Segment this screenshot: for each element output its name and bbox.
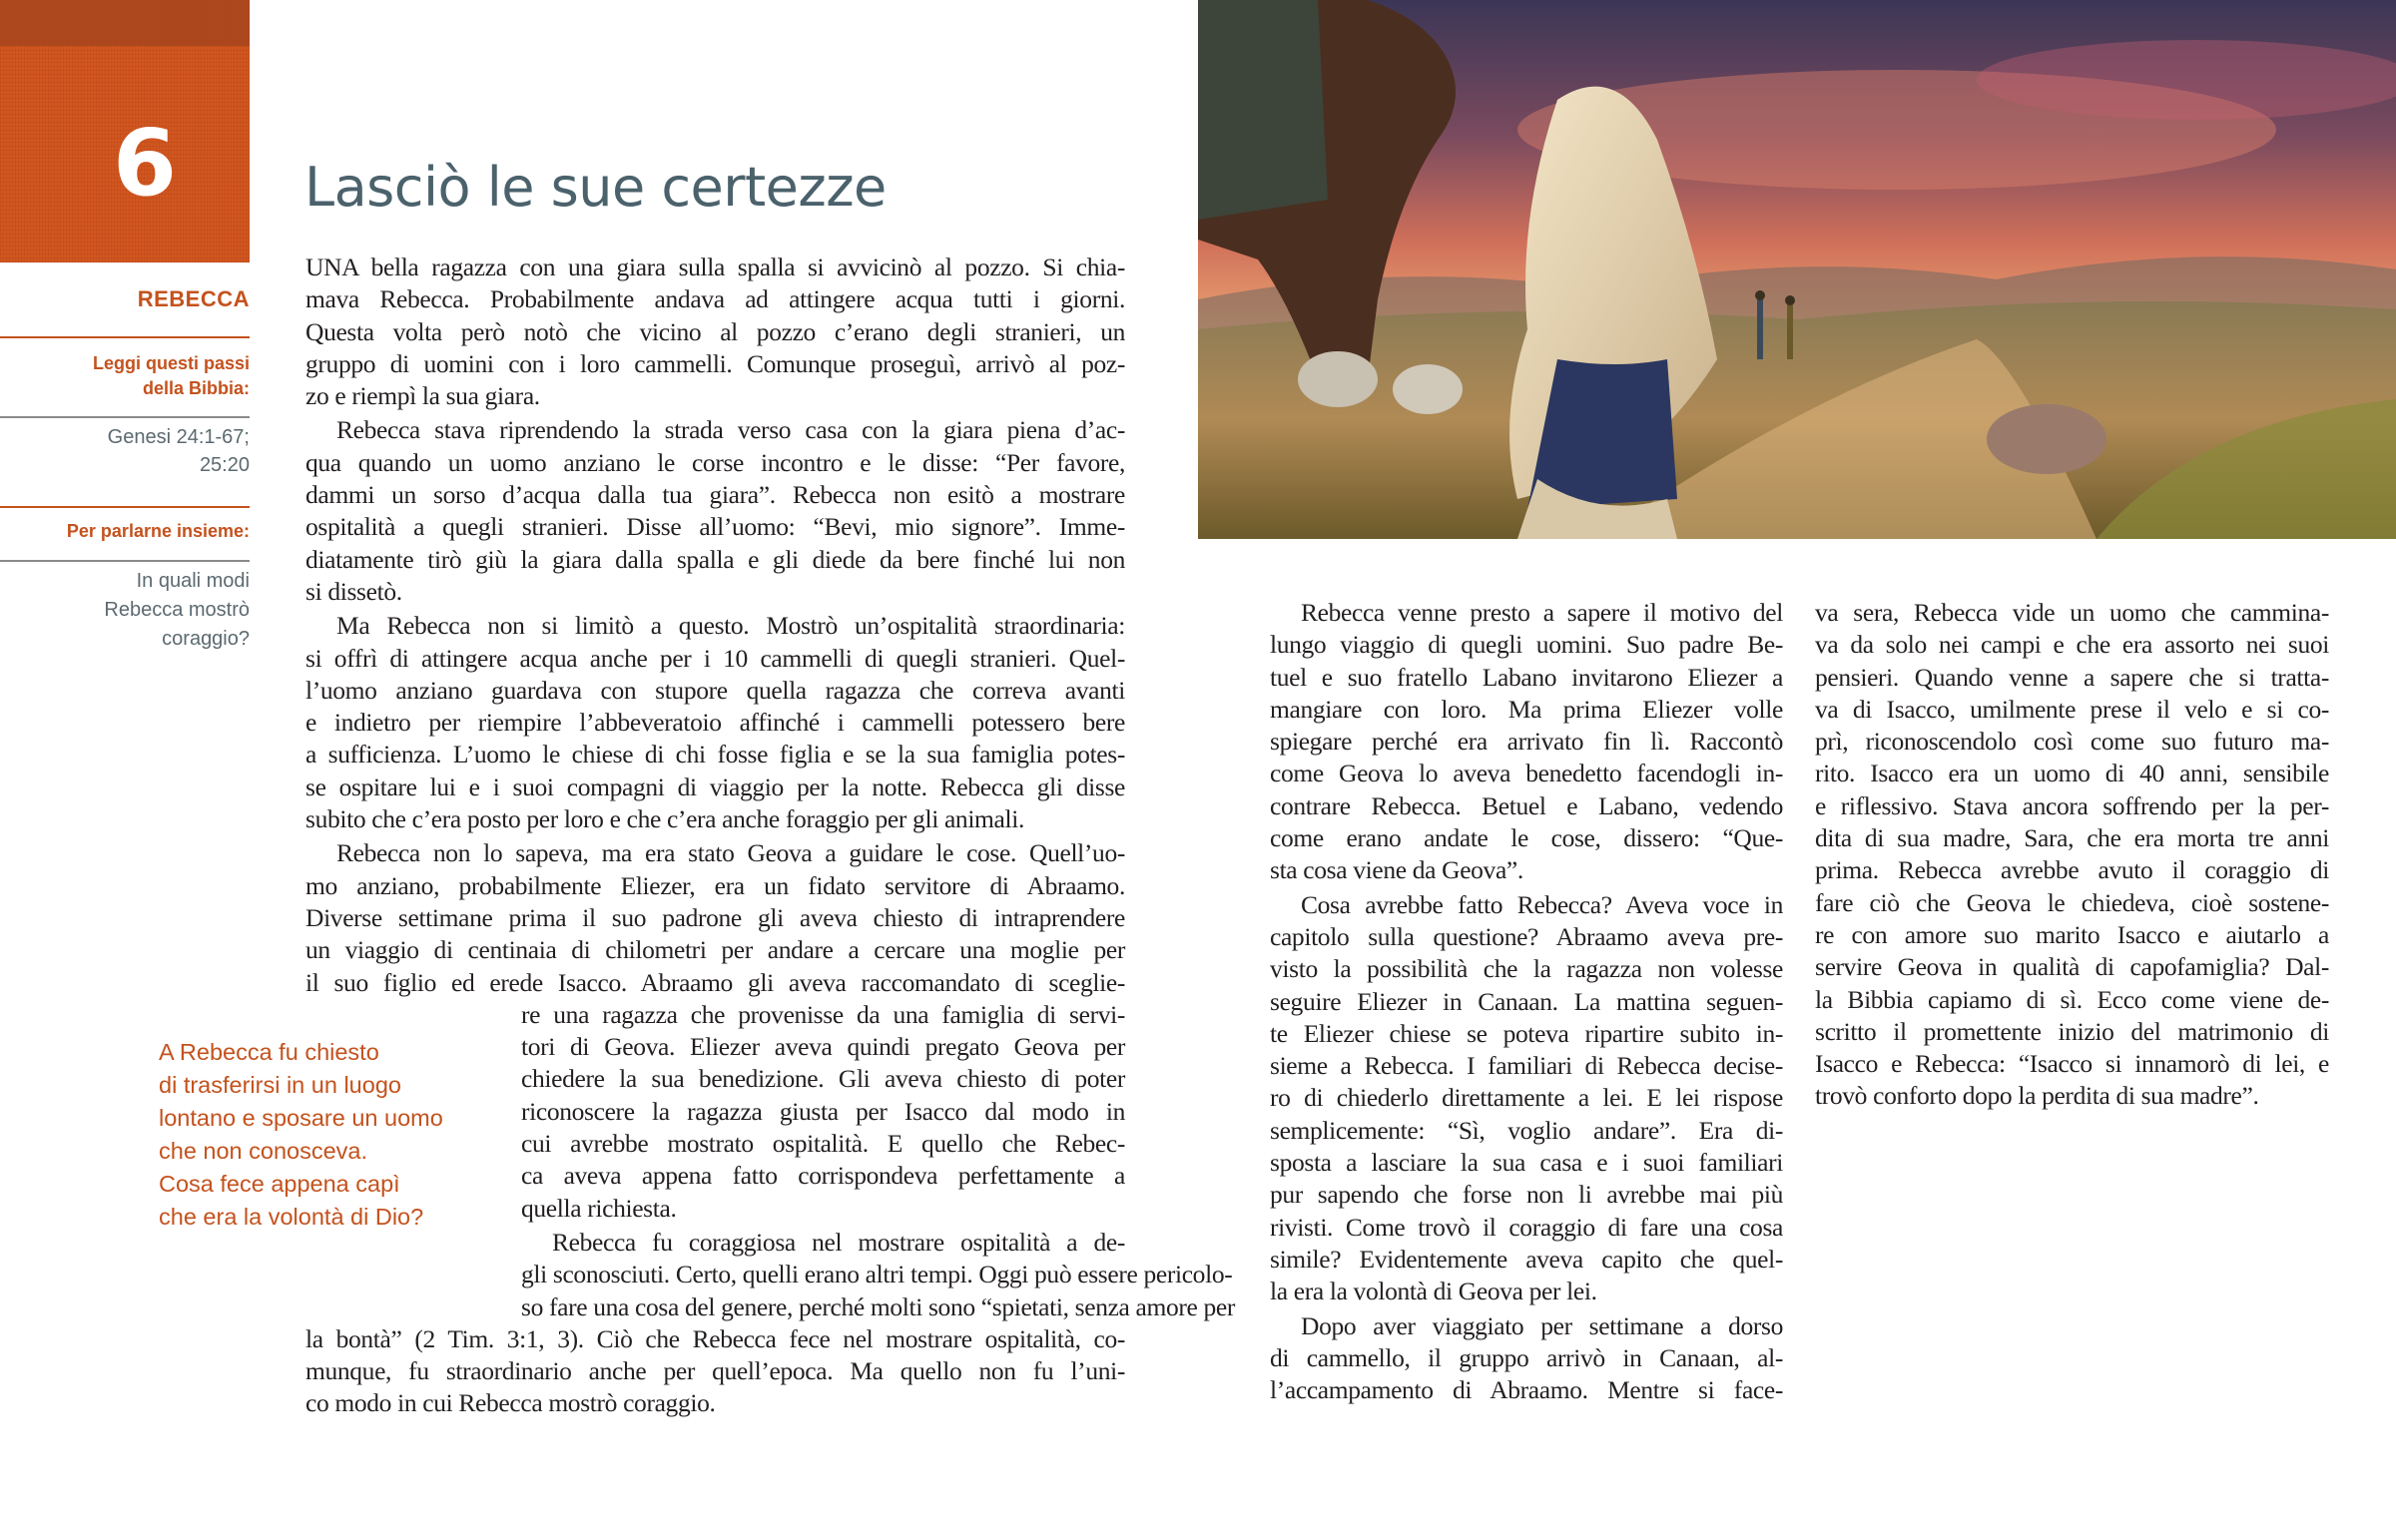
text-line: re con amore suo marito Isacco e aiutarlo a: [1815, 919, 2329, 949]
pull-quote-line: che non conosceva.: [159, 1138, 368, 1164]
text-line: la era la volontà di Geova per lei.: [1270, 1277, 1597, 1306]
paragraph: [1270, 1310, 1783, 1407]
text-line: mava Rebecca. Probabilmente andava ad attingere acqua tutti i giorni.: [305, 284, 1125, 314]
text-line: contrare Rebecca. Betuel e Labano, vedendo: [1270, 790, 1783, 820]
text-line: pensieri. Quando venne a sapere che si tratta-: [1815, 662, 2329, 692]
discussion-question: [0, 567, 250, 654]
text-line: la Bibbia capiamo di sì. Ecco come viene de-: [1815, 984, 2329, 1014]
text-line: Diverse settimane prima il suo padrone gli aveva chiesto di intraprendere: [305, 902, 1125, 932]
text-line: chiedere la sua benedizione. Gli aveva chiesto di poter: [521, 1064, 1125, 1094]
text-line: Ma Rebecca non si limitò a questo. Mostrò un’ospitalità straordinaria:: [336, 611, 1125, 641]
text-line: Rebecca fu coraggiosa nel mostrare ospitalità a de-: [552, 1227, 1125, 1257]
text-line: capitolo sulla questione? Abraamo aveva pre-: [1270, 921, 1783, 951]
paragraph-gap: [1815, 1113, 2329, 1115]
paragraph: [305, 252, 1125, 412]
pull-quote-line: Cosa fece appena capì: [159, 1171, 400, 1197]
question-line: coraggio?: [162, 628, 250, 650]
text-line: rito. Isacco era un uomo di 40 anni, sensibile: [1815, 759, 2329, 788]
text-line: sposta a lasciare la sua casa e i suoi familiari: [1270, 1148, 1783, 1178]
text-line: gruppo di uomini con i loro cammelli. Comunque proseguì, arrivò al poz-: [305, 348, 1125, 378]
text-line: rivisti. Come trovò il coraggio di fare una cosa: [1270, 1212, 1783, 1242]
text-line: fare ciò che Geova le chiedeva, cioè sostene-: [1815, 887, 2329, 917]
read-label: [0, 351, 250, 401]
body-column-1: [305, 252, 1236, 1422]
text-line: subito che c’era posto per loro e che c’era anche foraggio per gli animali.: [305, 804, 1024, 834]
text-line: semplicemente: “Sì, voglio andare”. Era di-: [1270, 1115, 1783, 1145]
text-line: gli sconosciuti. Certo, quelli erano altri tempi. Oggi può essere pericolo-: [521, 1260, 1233, 1289]
text-line: va sera, Rebecca vide un uomo che cammina-: [1815, 598, 2329, 627]
text-line: e riflessivo. Stava ancora soffrendo per la per-: [1815, 790, 2329, 820]
text-line: ca aveva appena fatto corrispondeva perfettamente a: [521, 1161, 1125, 1191]
text-line: cui avrebbe mostrato ospitalità. E quello che Rebec-: [521, 1129, 1125, 1159]
read-label-line: della Bibbia:: [142, 378, 250, 398]
read-label-line: Leggi questi passi: [92, 353, 250, 373]
text-line: riconoscere la ragazza giusta per Isacco dal modo in: [521, 1096, 1125, 1126]
chapter-title: Lasciò le sue certezze: [304, 156, 887, 219]
text-line: l’accampamento di Abraamo. Mentre si face-: [1270, 1375, 1783, 1405]
text-line: simile? Evidentemente aveva capito che quel-: [1270, 1244, 1783, 1274]
text-line: visto la possibilità che la ragazza non volesse: [1270, 954, 1783, 984]
text-line: te Eliezer chiese se poteva ripartire subito in-: [1270, 1018, 1783, 1048]
text-line: va di Isacco, umilmente prese il velo e si co-: [1815, 694, 2329, 724]
text-line: zo e riempì la sua giara.: [305, 381, 540, 411]
paragraph: [305, 414, 1125, 608]
text-line: mo anziano, probabilmente Eliezer, era un fidato servitore di Abraamo.: [305, 870, 1125, 900]
text-line: un viaggio di centinaia di chilometri per andare a cercare una moglie per: [305, 935, 1125, 965]
text-line: Questa volta però notò che vicino al pozzo c’erano degli stranieri, un: [305, 316, 1125, 346]
text-line: va da solo nei campi e che era assorto nei suoi: [1815, 630, 2329, 660]
body-column-2: [1270, 597, 1783, 1408]
pull-quote-line: che era la volontà di Dio?: [159, 1204, 424, 1230]
text-line: se ospitare lui e i suoi compagni di viaggio per la notte. Rebecca gli disse: [305, 771, 1125, 801]
text-line: scritto il promettente inizio del matrimonio di: [1815, 1016, 2329, 1046]
text-line: seguire Eliezer in Canaan. La mattina seguen-: [1270, 986, 1783, 1016]
chapter-number-block: [0, 0, 250, 262]
text-line: come erano andate le cose, dissero: “Que-: [1270, 823, 1783, 853]
text-line: co modo in cui Rebecca mostrò coraggio.: [305, 1388, 716, 1418]
text-line: il suo figlio ed erede Isacco. Abraamo gli aveva raccomandato di sceglie-: [305, 967, 1125, 997]
divider: [0, 416, 250, 418]
text-line: qua quando un uomo anziano le corse incontro e le disse: “Per favore,: [305, 447, 1125, 477]
text-line: sta cosa viene da Geova”.: [1270, 855, 1523, 885]
paragraph: [1270, 597, 1783, 887]
text-line: prima. Rebecca avrebbe avuto il coraggio di: [1815, 855, 2329, 885]
text-line: Dopo aver viaggiato per settimane a dorso: [1301, 1310, 1783, 1340]
paragraph: [305, 837, 1125, 1225]
paragraph: [1270, 889, 1783, 1308]
text-line: tuel e suo fratello Labano invitarono Eliezer a: [1270, 662, 1783, 692]
text-line: prì, riconoscendolo così come suo futuro ma-: [1815, 727, 2329, 757]
text-line: UNA bella ragazza con una giara sulla spalla si avvicinò al pozzo. Si chia-: [305, 253, 1125, 281]
text-line: trovò conforto dopo la perdita di sua madre”.: [1815, 1081, 2259, 1111]
text-line: dita di sua madre, Sara, che era morta tre anni: [1815, 823, 2329, 853]
text-line: pur sapendo che forse non li avrebbe mai più: [1270, 1180, 1783, 1210]
scripture-line[interactable]: Genesi 24:1-67;: [107, 426, 250, 448]
paragraph-gap: [305, 1420, 1125, 1422]
rebecca-camel-illustration: [1198, 0, 2396, 539]
text-line: ospitalità a quegli stranieri. Disse all’uomo: “Bevi, mio signore”. Imme-: [305, 512, 1125, 542]
text-line: lungo viaggio di quegli uomini. Suo padre Be-: [1270, 630, 1783, 660]
text-line: come Geova lo aveva benedetto facendogli in-: [1270, 759, 1783, 788]
body-column-3: [1815, 597, 2329, 1115]
pull-quote-line: di trasferirsi in un luogo: [159, 1072, 401, 1098]
divider: [0, 336, 250, 338]
text-line: Rebecca stava riprendendo la strada verso casa con la giara piena d’ac-: [336, 415, 1125, 445]
text-line: spiegare perché era arrivato fin lì. Raccontò: [1270, 727, 1783, 757]
text-line: so fare una cosa del genere, perché molti sono “spietati, senza amore per: [521, 1291, 1236, 1321]
chapter-band: [0, 0, 250, 46]
text-line: l’uomo anziano guardava con stupore quella ragazza che correva avanti: [305, 675, 1125, 705]
text-line: Cosa avrebbe fatto Rebecca? Aveva voce in: [1301, 889, 1783, 919]
text-line: ro di chiederlo direttamente a lei. E lei rispose: [1270, 1083, 1783, 1113]
text-line: dammi un sorso d’acqua dalla tua giara”. Rebecca non esitò a mostrare: [305, 480, 1125, 510]
text-line: a sufficienza. L’uomo le chiese di chi fosse figlia e se la sua famiglia potes-: [305, 740, 1125, 770]
pull-quote-line: A Rebecca fu chiesto: [159, 1039, 379, 1065]
paragraph: [305, 1227, 1236, 1420]
pull-quote-line: lontano e sposare un uomo: [159, 1105, 443, 1131]
text-line: sieme a Rebecca. I familiari di Rebecca decise-: [1270, 1051, 1783, 1081]
sidebar-name: REBECCA: [137, 286, 250, 311]
question-line: In quali modi: [136, 570, 250, 592]
chapter-number: 6: [112, 110, 177, 217]
text-line: quella richiesta.: [521, 1193, 677, 1223]
divider: [0, 506, 250, 508]
text-line: servire Geova in qualità di capofamiglia? Dal-: [1815, 952, 2329, 982]
text-line: tori di Geova. Eliezer aveva quindi pregato Geova per: [521, 1032, 1125, 1062]
question-line: Rebecca mostrò: [104, 599, 250, 621]
text-line: Isacco e Rebecca: “Isacco si innamorò di lei, e: [1815, 1049, 2329, 1079]
text-line: Rebecca venne presto a sapere il motivo del: [1301, 598, 1783, 627]
text-line: re una ragazza che provenisse da una famiglia di servi-: [521, 999, 1125, 1029]
text-line: diatamente tirò giù la giara dalla spalla e gli diede da bere finché lui non: [305, 544, 1125, 574]
scripture-line[interactable]: 25:20: [199, 454, 250, 476]
text-line: la bontà” (2 Tim. 3:1, 3). Ciò che Rebecca fece nel mostrare ospitalità, co-: [305, 1323, 1125, 1353]
text-line: mangiare con loro. Ma prima Eliezer volle: [1270, 694, 1783, 724]
divider: [0, 560, 250, 562]
paragraph: [305, 610, 1125, 835]
scripture-reference[interactable]: [0, 423, 250, 479]
text-line: e indietro per riempire l’abbeveratoio affinché i cammelli potessero bere: [305, 708, 1125, 738]
discuss-label: Per parlarne insieme:: [66, 521, 250, 541]
paragraph: [1815, 597, 2329, 1113]
paragraph-gap: [1270, 1406, 1783, 1408]
text-line: Rebecca non lo sapeva, ma era stato Geova a guidare le cose. Quell’uo-: [336, 838, 1125, 868]
text-line: munque, fu straordinario anche per quell’epoca. Ma quello non fu l’uni-: [305, 1356, 1125, 1386]
illustration-image: [1198, 0, 2396, 539]
text-line: di cammello, il gruppo arrivò in Canaan, al-: [1270, 1342, 1783, 1372]
text-line: si dissetò.: [305, 576, 402, 606]
text-line: si offrì di attingere acqua anche per i 10 cammelli di quegli stranieri. Quel-: [305, 643, 1125, 673]
